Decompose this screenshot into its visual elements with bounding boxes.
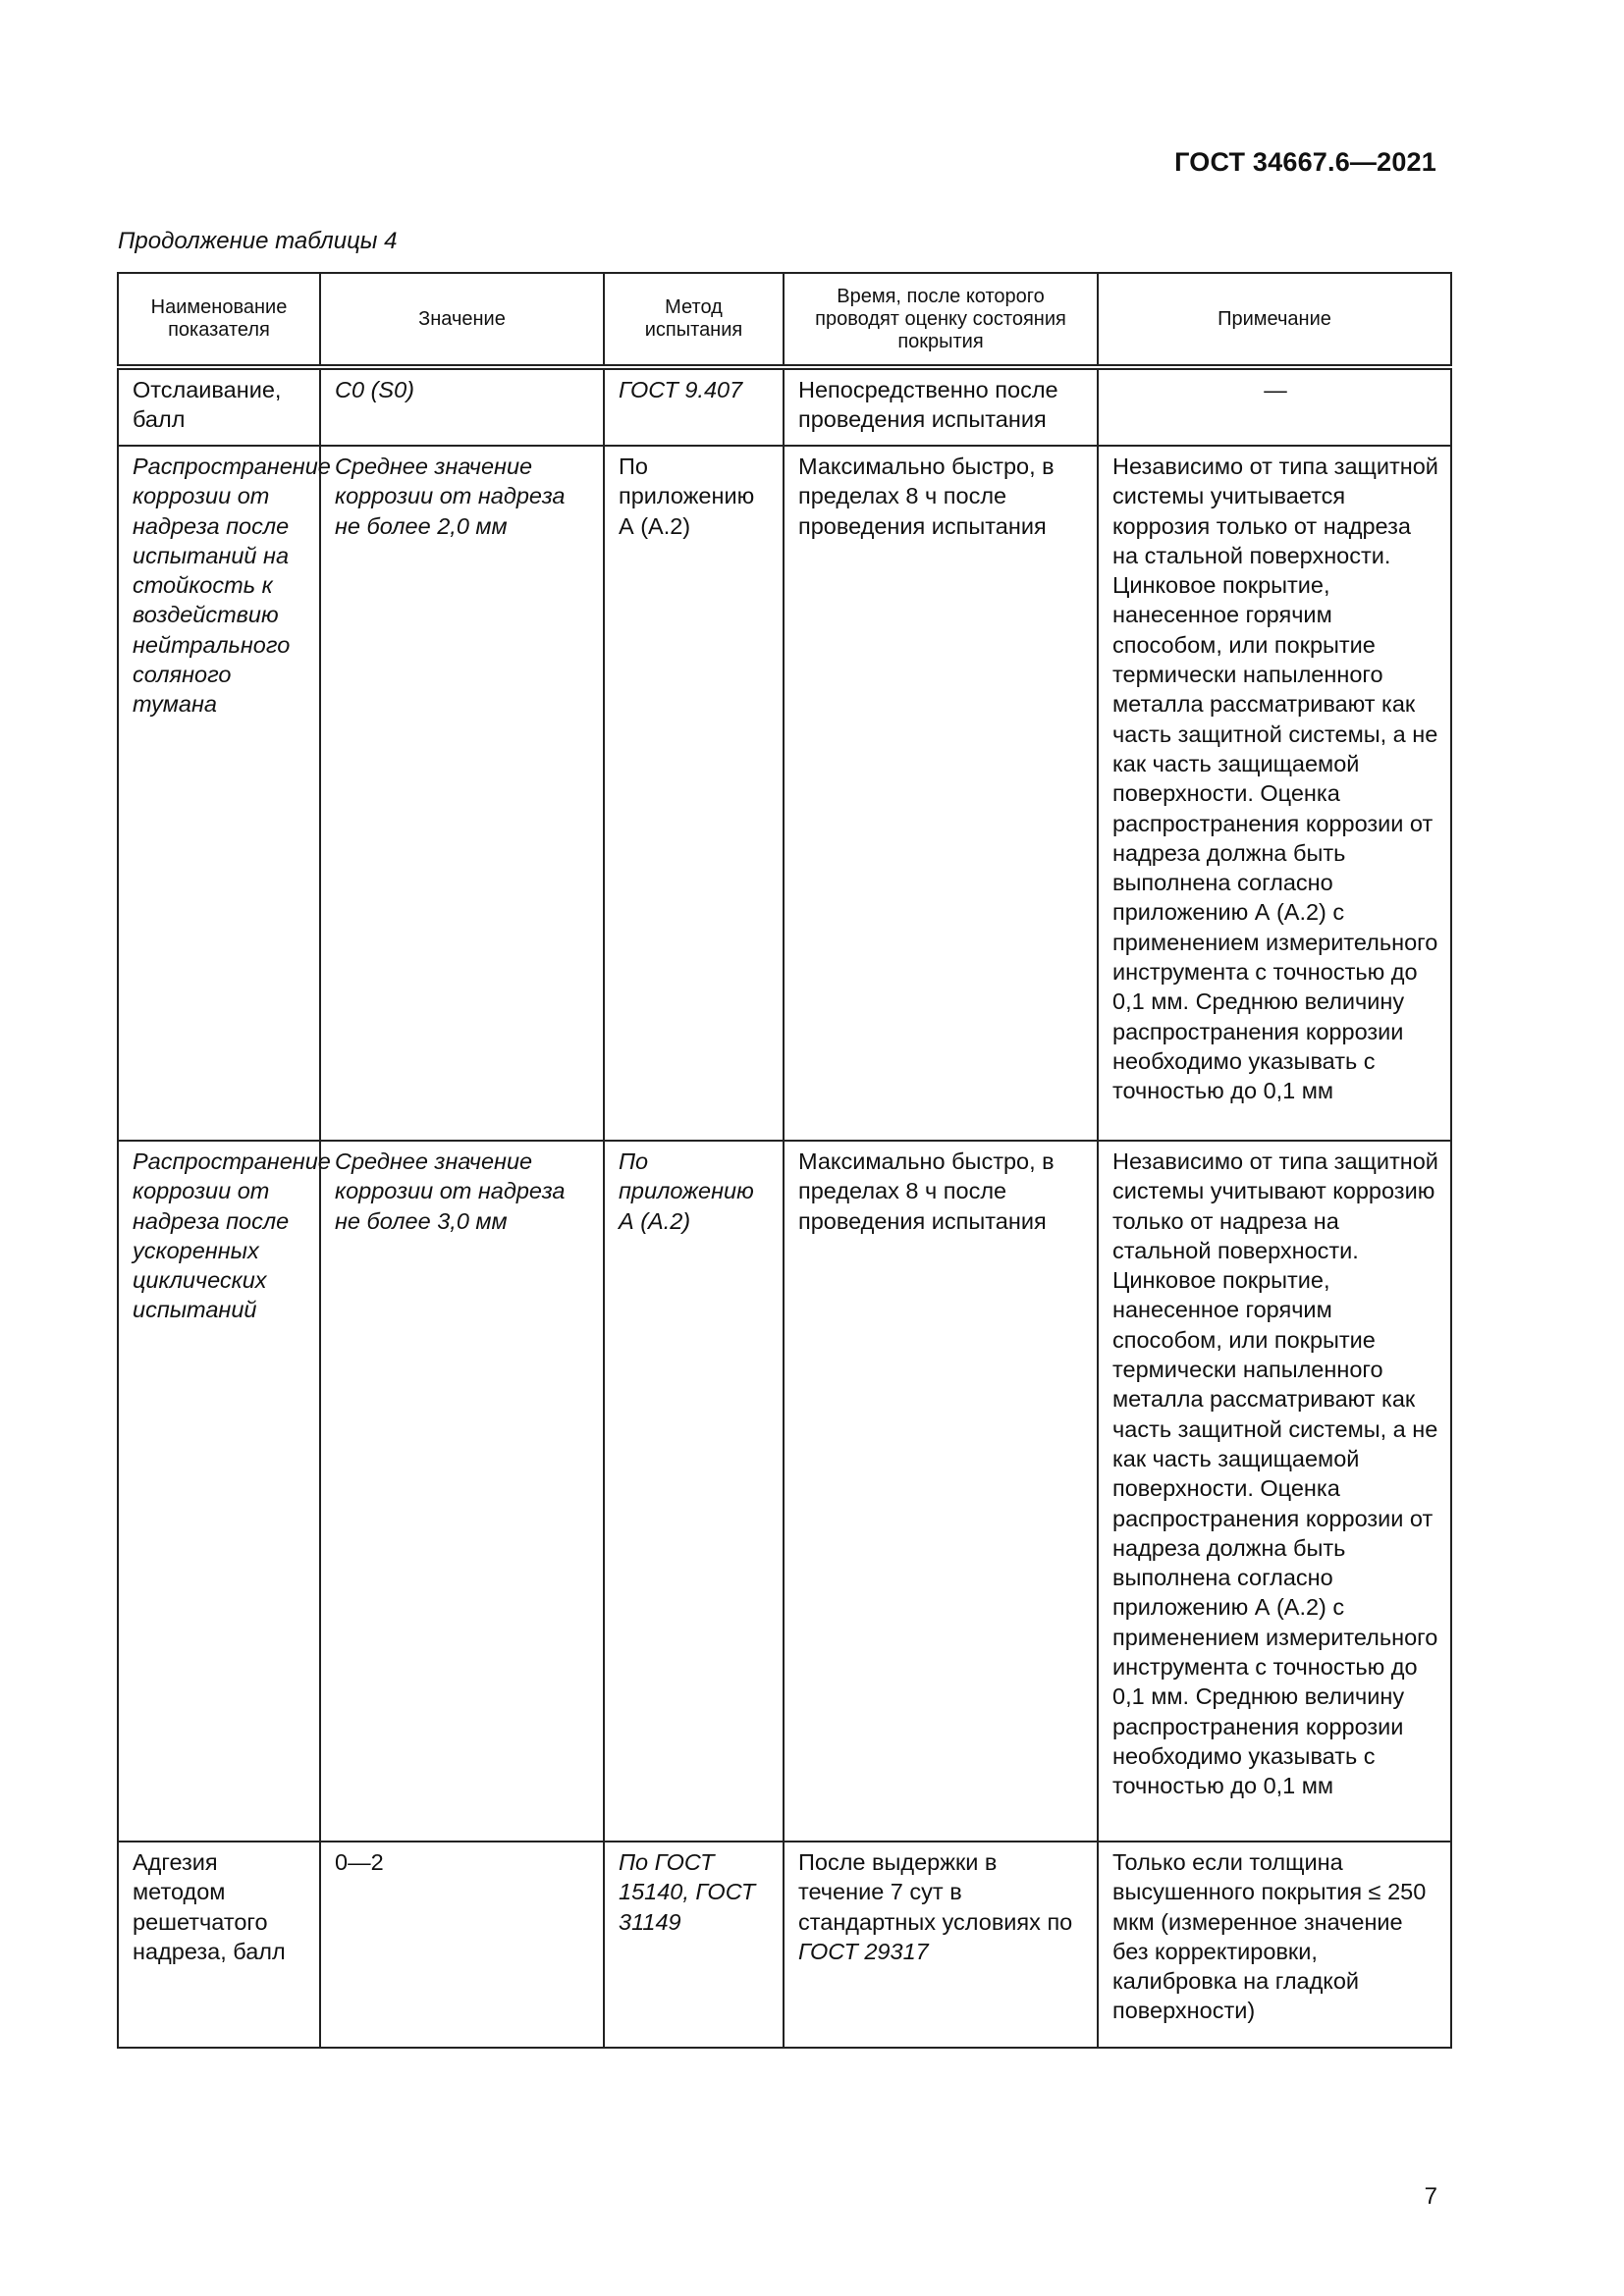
cell-method: ГОСТ 9.407 [604, 367, 784, 446]
cell-time: Непосредственно после проведения испытания [784, 367, 1098, 446]
cell-name: Распространение коррозии от надреза после ускоренных циклических испытаний [118, 1141, 320, 1842]
table-header-row [118, 273, 1451, 367]
col-header-note: Примечание [1098, 273, 1451, 367]
col-header-value: Значение [320, 273, 604, 367]
cell-note: Только если толщина высушенного покрытия ≤ 250 мкм (измеренное значение без корректировки, калибровка на гладкой поверхности) [1098, 1842, 1451, 2048]
table-row [118, 1141, 1451, 1842]
table-row [118, 446, 1451, 1141]
cell-note: Независимо от типа защитной системы учитывают коррозию только от надреза на стальной поверхности. Цинковое покрытие, нанесенное горячим способом, или покрытие термически напыленного металла рассматривают как часть защитной системы, а не как часть защищаемой поверхности. Оценка распространения коррозии от надреза должна быть выполнена согласно приложению А (А.2) с применением измерительного инструмента с точностью до 0,1 мм. Среднюю величину распространения коррозии необходимо указывать с точностью до 0,1 мм [1098, 1141, 1451, 1842]
time-text: После выдержки в течение 7 сут в стандартных условиях по [798, 1849, 1073, 1935]
standard-reference: ГОСТ 29317 [798, 1938, 929, 1964]
cell-time: Максимально быстро, в пределах 8 ч после проведения испытания [784, 1141, 1098, 1842]
page-number: 7 [1424, 2183, 1437, 2210]
cell-value: Среднее значение коррозии от надреза не более 2,0 мм [320, 446, 604, 1141]
cell-time: Максимально быстро, в пределах 8 ч после проведения испытания [784, 446, 1098, 1141]
cell-note: Независимо от типа защитной системы учитывается коррозия только от надреза на стальной поверхности. Цинковое покрытие, нанесенное горячим способом, или покрытие термически напыленного металла рассматривают как часть защитной системы, а не как часть защищаемой поверхности. Оценка распространения коррозии от надреза должна быть выполнена согласно приложению А (А.2) с применением измерительного инструмента с точностью до 0,1 мм. Среднюю величину распространения коррозии необходимо указывать с точностью до 0,1 мм [1098, 446, 1451, 1141]
col-header-time: Время, после которого проводят оценку состояния покрытия [784, 273, 1098, 367]
cell-method: По приложению А (А.2) [604, 1141, 784, 1842]
cell-method: По приложению А (А.2) [604, 446, 784, 1141]
cell-value: C0 (S0) [320, 367, 604, 446]
cell-name: Распространение коррозии от надреза после испытаний на стойкость к воздействию нейтрального соляного тумана [118, 446, 320, 1141]
cell-method: По ГОСТ 15140, ГОСТ 31149 [604, 1842, 784, 2048]
standard-id: ГОСТ 34667.6—2021 [1174, 147, 1436, 177]
table-caption: Продолжение таблицы 4 [118, 228, 398, 254]
table-row [118, 367, 1451, 446]
cell-value: Среднее значение коррозии от надреза не более 3,0 мм [320, 1141, 604, 1842]
requirements-table [117, 272, 1452, 2049]
table-row [118, 1842, 1451, 2048]
cell-time [784, 1842, 1098, 2048]
cell-value: 0—2 [320, 1842, 604, 2048]
col-header-method: Метод испытания [604, 273, 784, 367]
cell-name: Адгезия методом решетчатого надреза, балл [118, 1842, 320, 2048]
cell-note: — [1098, 367, 1451, 446]
table-4-continuation [117, 272, 1450, 2049]
cell-name: Отслаивание, балл [118, 367, 320, 446]
col-header-name: Наименование показателя [118, 273, 320, 367]
